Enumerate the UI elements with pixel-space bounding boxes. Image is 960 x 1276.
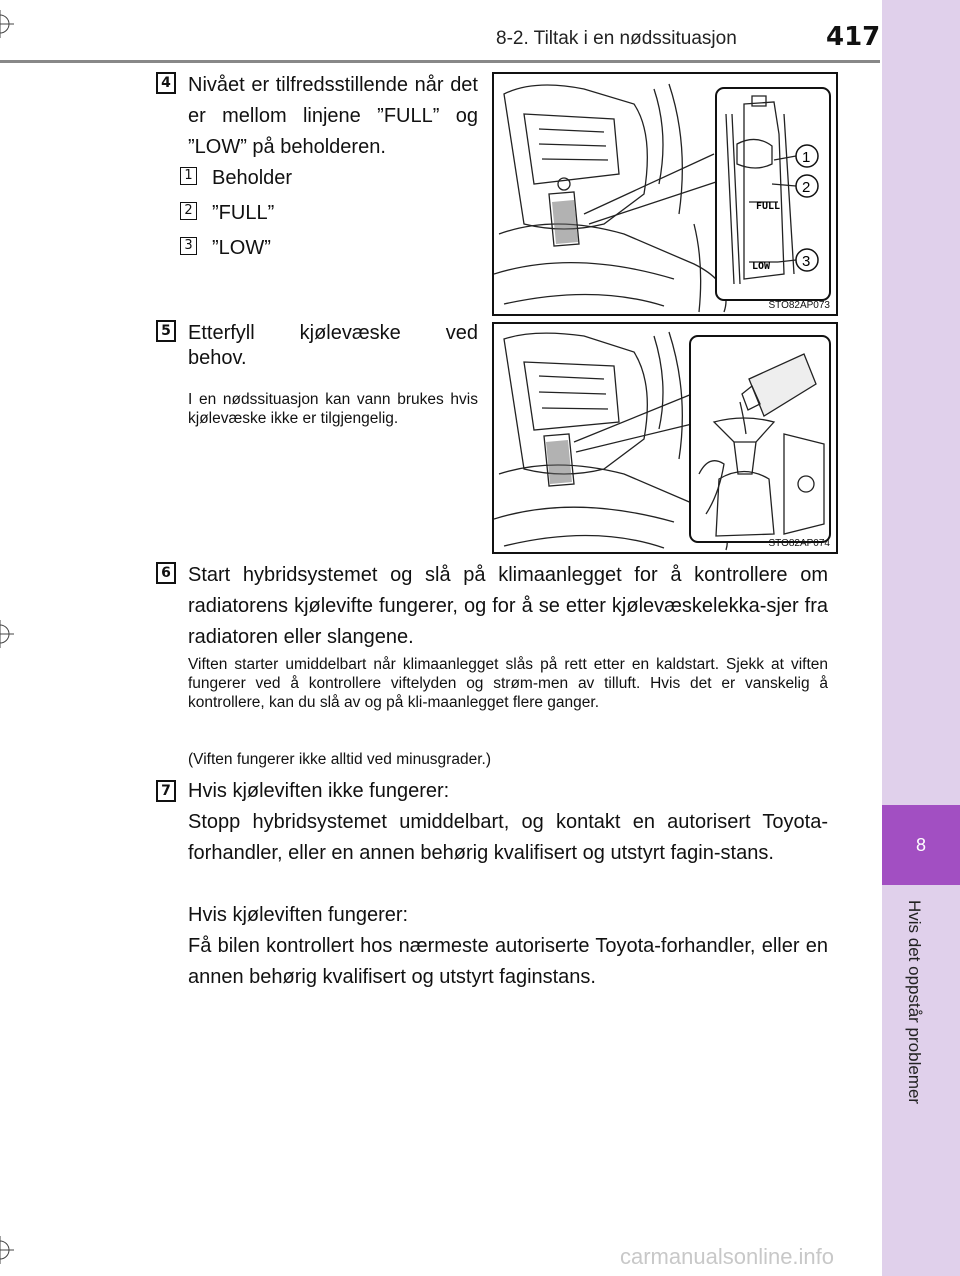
registration-mark-icon xyxy=(0,1236,14,1264)
chapter-title: Hvis det oppstår problemer xyxy=(905,900,924,1105)
step-number-6: 6 xyxy=(156,562,176,584)
refill-drawing xyxy=(494,324,836,552)
step-number-7: 7 xyxy=(156,780,176,802)
page-number: 417 xyxy=(826,22,881,52)
engine-bay-drawing xyxy=(494,74,836,314)
figure-callout-2: 2 xyxy=(802,179,811,196)
figure-callout-1: 1 xyxy=(802,149,811,166)
step-7-action-1: Stopp hybridsystemet umiddelbart, og kontakt en autorisert Toyota-forhandler, eller en annen behørig kvalifisert og utstyrt fagin-stans. xyxy=(188,811,828,864)
step-5-text: behov. xyxy=(188,347,247,369)
registration-mark-icon xyxy=(0,10,14,38)
coolant-refill-illustration xyxy=(492,322,838,554)
step-5-text-line1: Etterfyll kjølevæske ved xyxy=(188,322,478,344)
callout-label-container: Beholder xyxy=(212,167,293,189)
step-7-condition-2: Hvis kjøleviften fungerer: xyxy=(188,904,409,926)
low-mark-text: LOW xyxy=(752,261,771,272)
callout-number: 2 xyxy=(180,202,197,220)
header-divider xyxy=(0,60,880,63)
step-number-5: 5 xyxy=(156,320,176,342)
figure-callout-3: 3 xyxy=(802,253,811,270)
figure-code: STO82AP073 xyxy=(768,300,830,311)
full-mark-text: FULL xyxy=(756,201,781,212)
step-5-note: I en nødssituasjon kan vann brukes hvis kjølevæske ikke er tilgjengelig. xyxy=(188,391,478,427)
callout-number: 1 xyxy=(180,167,197,185)
section-title: 8-2. Tiltak i en nødssituasjon xyxy=(496,28,737,49)
chapter-number: 8 xyxy=(915,835,926,855)
step-6-text: Start hybridsystemet og slå på klimaanlegget for å kontrollere om radiatorens kjølevifte fungerer, og for å se etter kjølevæskelekka-sjer fra radiatoren eller slangene. xyxy=(188,564,828,648)
step-number-4: 4 xyxy=(156,72,176,94)
figure-code: STO82AP074 xyxy=(768,538,830,549)
callout-number: 3 xyxy=(180,237,197,255)
watermark: carmanualsonline.info xyxy=(620,1244,835,1269)
coolant-reservoir-illustration xyxy=(492,72,838,316)
callout-label-full: ”FULL” xyxy=(212,202,275,224)
step-4-text: Nivået er tilfredsstillende når det er mellom linjene ”FULL” og ”LOW” på beholderen. xyxy=(188,74,478,158)
step-7-condition-1: Hvis kjøleviften ikke fungerer: xyxy=(188,780,450,802)
step-6-note: Viften starter umiddelbart når klimaanlegget slås på rett etter en kaldstart. Sjekk at viften fungerer ved å kontrollere viftelyden og strøm-men av tilluft. Hvis det er vanskelig å kontrollere, kan du slå av og på kli-maanlegget flere ganger. xyxy=(188,656,828,711)
step-6-note-2: (Viften fungerer ikke alltid ved minusgrader.) xyxy=(188,751,491,768)
registration-mark-icon xyxy=(0,620,14,648)
callout-label-low: ”LOW” xyxy=(212,237,271,259)
step-7-action-2: Få bilen kontrollert hos nærmeste autoriserte Toyota-forhandler, eller en annen behørig kvalifisert og utstyrt faginstans. xyxy=(188,935,828,988)
